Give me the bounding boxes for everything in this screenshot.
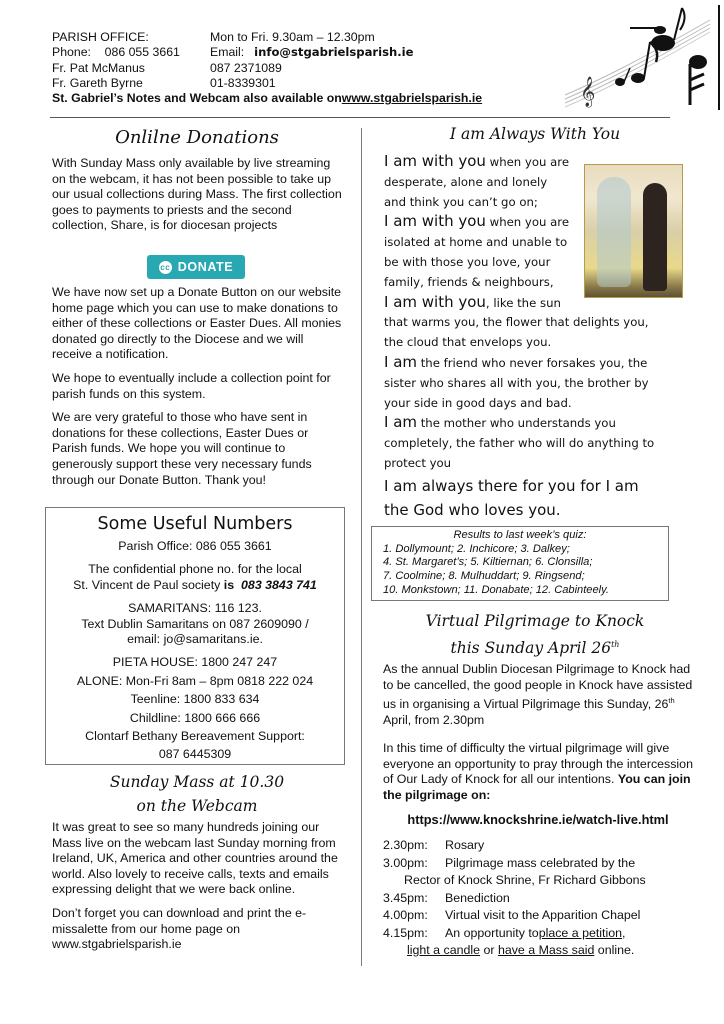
header-divider [50,117,670,118]
schedule-item: 2.30pm: Rosary [383,838,485,852]
column-divider [361,128,362,966]
quiz-title: Results to last week’s quiz: [453,529,587,541]
svp-line: The confidential phone no. for the local [88,562,302,577]
samaritans-text: Text Dublin Samaritans on 087 2609090 / [81,616,309,631]
donations-paragraph: We are very grateful to those who have sent in donations for these collections, Easter Dues or Parish funds. We hope you will continue to generously support these very necessary funds through our Donate Button. Thank you! [52,410,312,487]
donations-paragraph: We have now set up a Donate Button on our website home page which you can use to make donations to either of these collections or Easter Dues. All monies donated go directly to the Diocese and we will receive a notification. [52,285,342,362]
donate-button-label: DONATE [177,260,234,274]
phone-value: 086 055 3661 [104,45,180,60]
quiz-results-box [371,526,669,601]
web-notice: St. Gabriel’s Notes and Webcam also available on [52,91,342,106]
knock-link-row [383,812,693,827]
mass-website-link[interactable]: www.stgabrielsparish.ie [52,937,182,952]
office-hours: Mon to Fri. 9.30am – 12.30pm [210,30,375,44]
donations-paragraph: With Sunday Mass only available by live streaming on the webcam, it has not been possible to take up our usual collections during Mass. The first collection goes to payments to priests and the second collection, Share, is for diocesan projects [52,156,342,233]
mass-body [52,820,342,961]
music-notes-icon [560,0,720,115]
parish-office-number: Parish Office: 086 055 3661 [118,539,272,553]
quiz-line: 10. Monkstown; 11. Donabate; 12. Cabinteely. [383,583,609,596]
mass-paragraph: It was great to see so many hundreds joining our Mass live on the webcam last Sunday morning from Ireland, UK, America and other countries around the world. Also lovely to receive calls, texts and emails expressing delight that we were back online. [52,820,338,897]
knock-details [383,741,693,811]
donations-paragraph: We hope to eventually include a collection point for parish funds on this system. [52,370,331,401]
schedule-item-continued: Rector of Knock Shrine, Fr Richard Gibbons [404,873,646,887]
schedule-item: 4.00pm: Virtual visit to the Apparition Chapel [383,908,641,922]
quiz-line: 4. St. Margaret’s; 5. Kiltiernan; 6. Clonsilla; [383,556,593,569]
priest1-phone: 087 2371089 [210,60,282,75]
place-petition-link[interactable]: place a petition [538,925,623,940]
schedule-item: 4.15pm: An opportunity to place a petition , [383,925,693,943]
priest2-phone: 01-8339301 [210,75,276,90]
mass-title: Sunday Mass at 10.30 on the Webcam [109,773,285,815]
svp-number: 083 3843 741 [241,577,317,592]
knock-paragraph: As the annual Dublin Diocesan Pilgrimage to Knock had to be cancelled, the good people in Knock have assisted us in organising a Virtual Pilgrimage this Sunday, 26th April, from 2.30pm [383,662,693,727]
quiz-line: 7. Coolmine; 8. Mulhuddart; 9. Ringsend; [383,570,585,583]
email-label: Email: [210,45,245,60]
alone-number: ALONE: Mon-Fri 8am – 8pm 0818 222 024 [76,673,314,688]
knock-title: Virtual Pilgrimage to Knock this Sunday April 26th [425,612,645,658]
teenline-number: Teenline: 1800 833 634 [130,692,260,707]
bethany-number: 087 6445309 [158,747,232,762]
quiz-line: 1. Dollymount; 2. Inchicore; 3. Dalkey; [383,542,570,555]
poem-title: I am Always With You [449,125,621,143]
samaritans-email-link[interactable]: jo@samaritans.ie [163,632,260,647]
mass-said-link[interactable]: have a Mass said [497,943,595,957]
mass-paragraph-download: Don’t forget you can download and print the e-missalette from our home page on www.stgabrielsparish.ie [52,905,307,952]
poem-body: I am with you when you are desperate, alone and lonely and think you can’t go on; I am with you when you are isolated at home and unable to be with those you love, your family, friends & neighbours, I am with you, like the sun that warms you, the flower that delights you, the cloud that envelops you. I am the friend who never forsakes you, the sister who shares all with you, the brother by your side in good days and bad. I am the mother who understands you completely, the father who will do anything to protect you I am always there for you for I am the God who loves you. [384,152,655,519]
donations-body [52,285,342,496]
knockshrine-link[interactable]: https://www.knockshrine.ie/watch-live.html [407,812,669,827]
bethany-label: Clontarf Bethany Bereavement Support: [85,729,305,744]
donations-intro [52,156,342,242]
donate-button[interactable] [147,255,245,279]
schedule-item: 3.45pm: Benediction [383,890,510,905]
pieta-number: PIETA HOUSE: 1800 247 247 [112,655,278,670]
pilgrimage-schedule [383,837,693,960]
knock-paragraph: In this time of difficulty the virtual pilgrimage will give everyone an opportunity to pray through the intercession of Our Lady of Knock for all our intentions. You can join the pilgrimage on: [383,741,693,802]
samaritans-number: SAMARITANS: 116 123. [128,601,262,616]
creative-commons-icon: cc [160,262,171,272]
svg-text:𝄞: 𝄞 [580,77,596,107]
parish-header [52,30,512,106]
donations-title: Onlilne Donations [115,127,279,148]
knock-intro [383,662,693,737]
priest1-name: Fr. Pat McManus [52,60,145,75]
priest2-name: Fr. Gareth Byrne [52,75,143,90]
email-link[interactable]: info@stgabrielsparish.ie [254,45,414,60]
svp-number-line: St. Vincent de Paul society is 083 3843 741 [73,577,317,592]
schedule-item: 3.00pm: Pilgrimage mass celebrated by the [383,855,636,870]
light-candle-link[interactable]: light a candle [407,943,481,957]
samaritans-email-line: email: jo@samaritans.ie. [127,632,263,647]
website-link[interactable]: www.stgabrielsparish.ie [341,91,483,106]
childline-number: Childline: 1800 666 666 [129,710,261,725]
useful-numbers-title: Some Useful Numbers [97,514,293,534]
useful-numbers-box [45,507,345,765]
phone-label: Phone: [52,45,91,60]
office-label: PARISH OFFICE: [52,30,149,44]
schedule-item-continued: light a candle or have a Mass said online. [407,943,635,957]
